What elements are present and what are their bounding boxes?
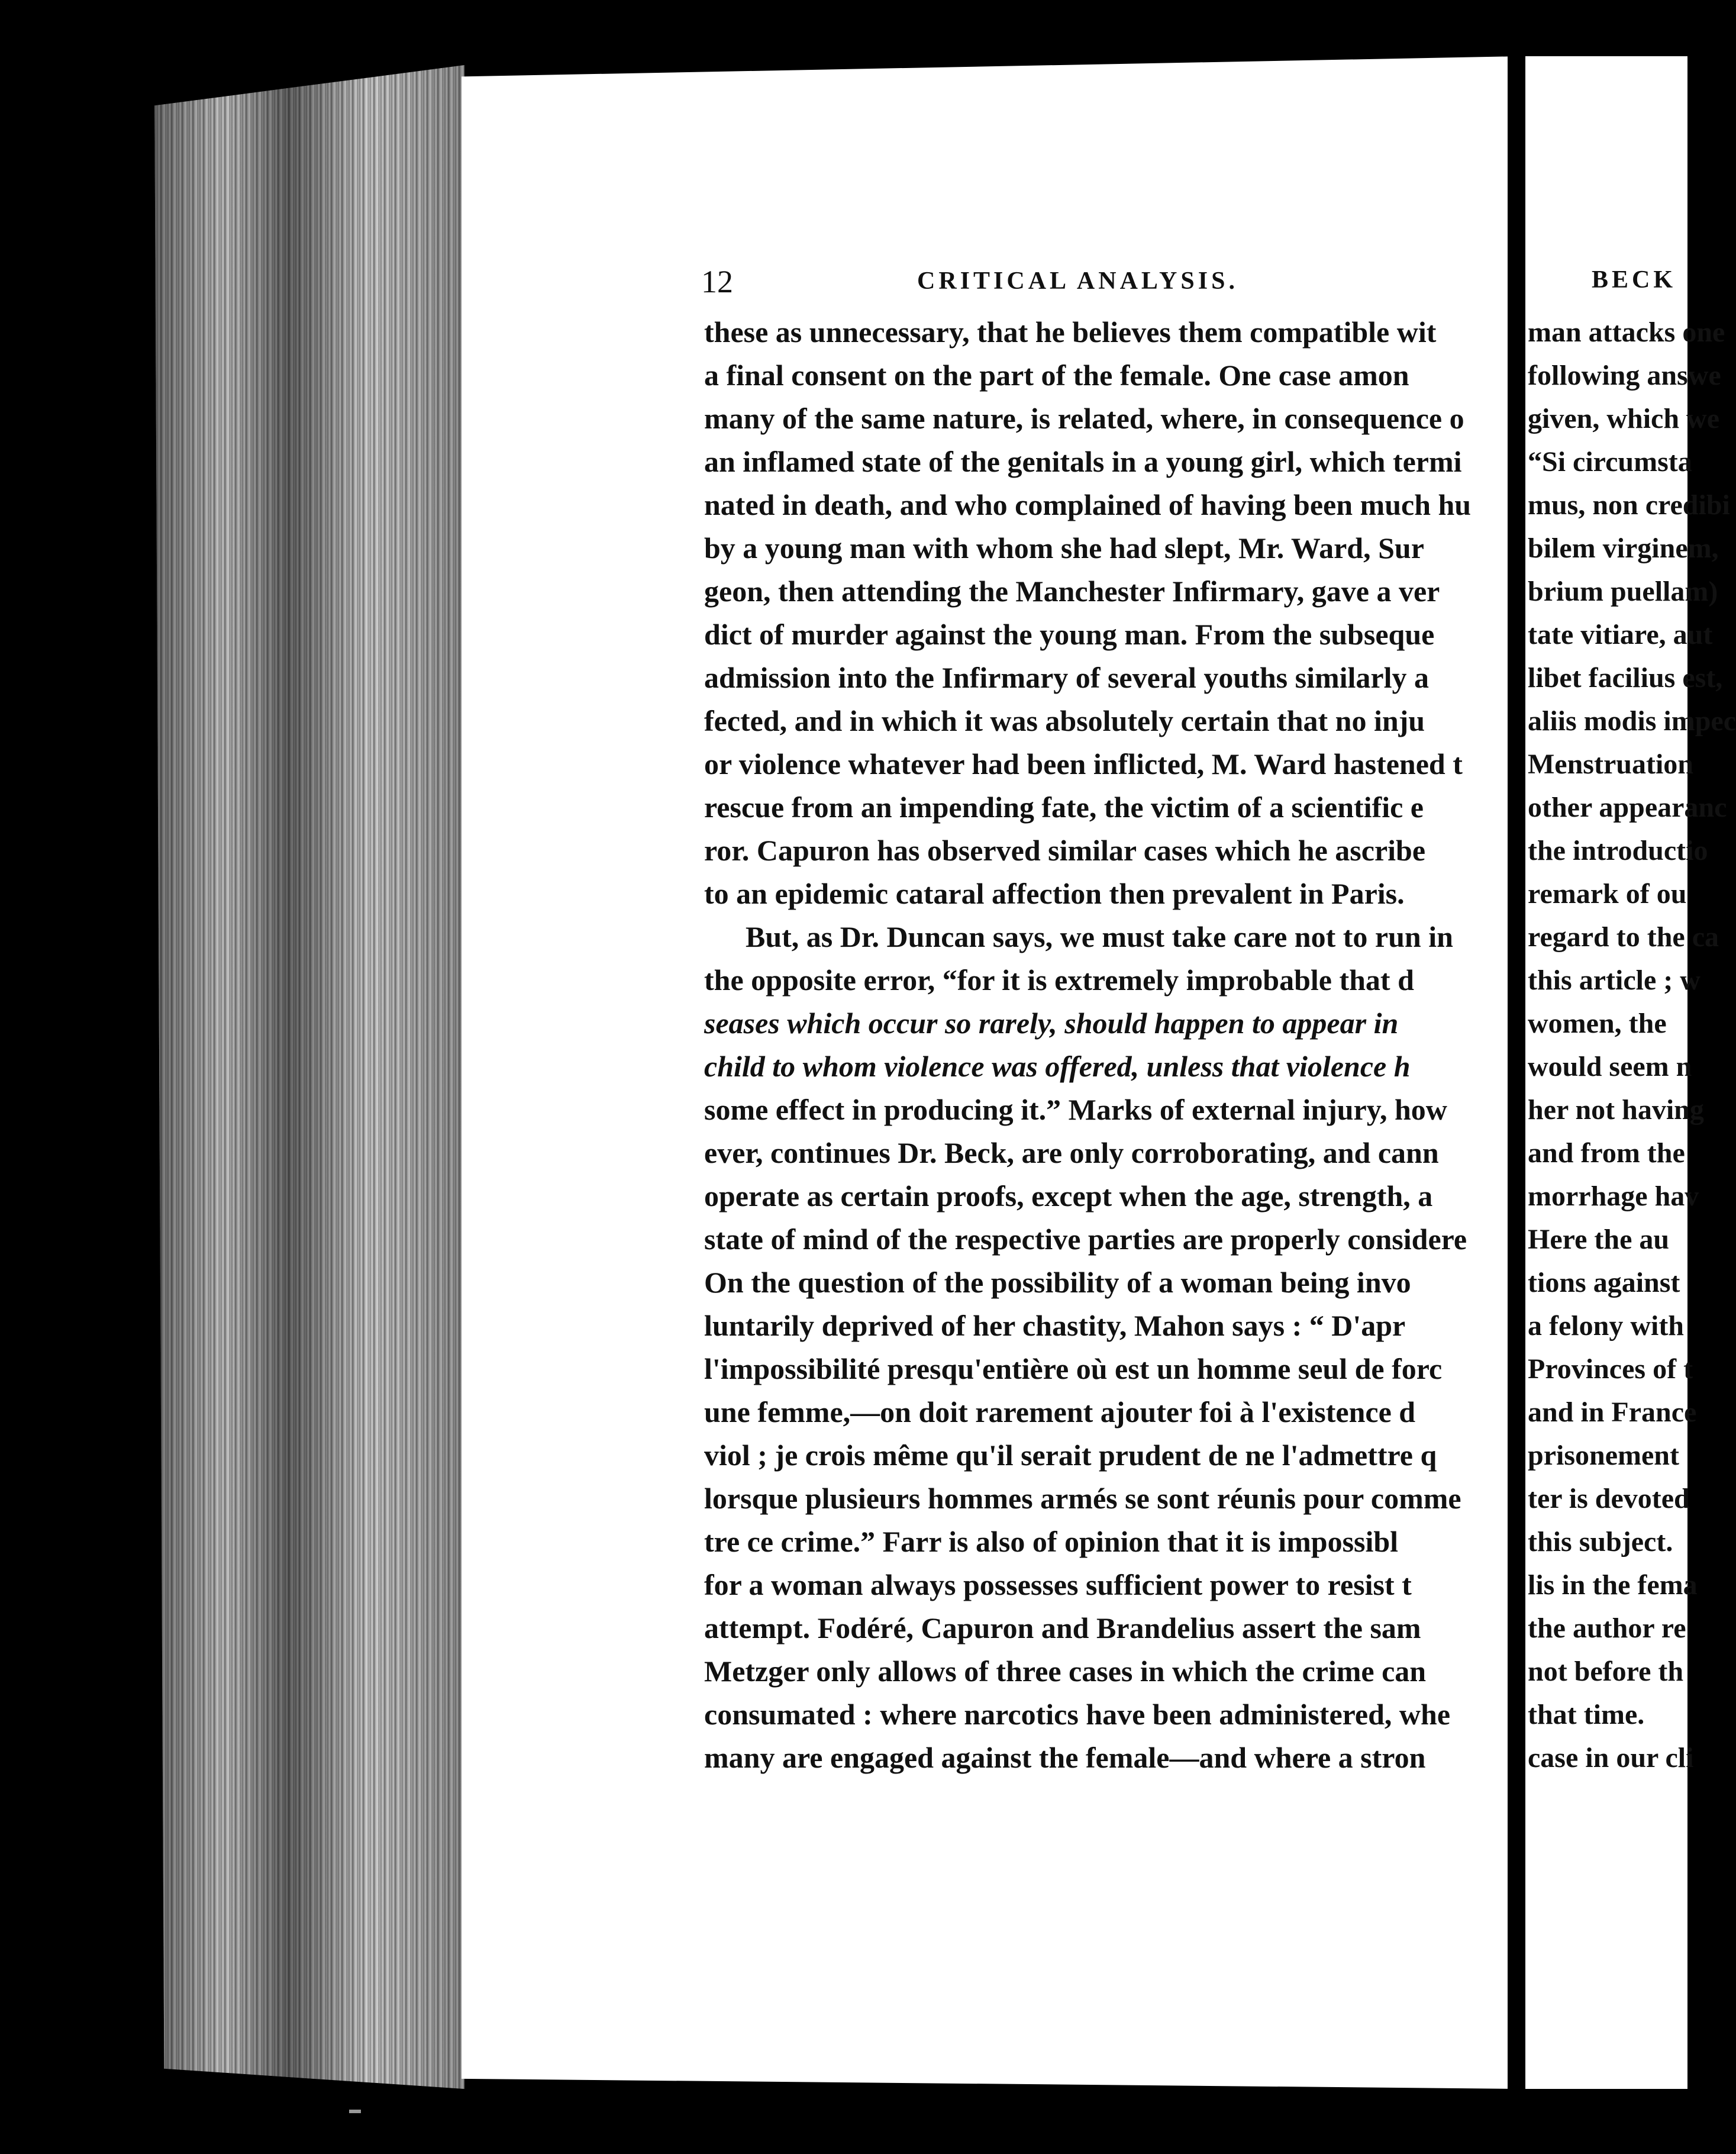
- text-line: prisonement: [1528, 1440, 1679, 1471]
- text-line: On the question of the possibility of a woman being invo: [704, 1266, 1411, 1299]
- text-line: “Si circumsta: [1528, 446, 1692, 478]
- right-running-head: BECK: [1592, 266, 1677, 294]
- text-line: Metzger only allows of three cases in which the crime can: [704, 1655, 1427, 1688]
- text-line: this article ; w: [1528, 965, 1700, 996]
- text-line: mus, non credibi: [1528, 489, 1730, 521]
- text-line: this subject.: [1528, 1526, 1673, 1558]
- text-line: many are engaged against the female—and where a stron: [704, 1741, 1426, 1774]
- text-line: a felony with: [1528, 1310, 1684, 1342]
- text-line: regard to the ca: [1528, 921, 1719, 953]
- text-line: nated in death, and who complained of having been much hu: [704, 488, 1472, 521]
- text-line: admission into the Infirmary of several youths similarly a: [704, 661, 1429, 694]
- text-line: or violence whatever had been inflicted, M. Ward hastened t: [704, 747, 1463, 781]
- text-line: and from the: [1528, 1137, 1685, 1169]
- text-line: man attacks one: [1528, 317, 1725, 348]
- text-line: luntarily deprived of her chastity, Mahon says : “ D'apr: [704, 1309, 1406, 1342]
- text-line: a final consent on the part of the female. One case amon: [704, 359, 1409, 392]
- text-line: state of mind of the respective parties are properly considere: [704, 1223, 1467, 1256]
- text-line: remark of ou: [1528, 878, 1687, 910]
- text-line: libet facilius est,: [1528, 662, 1723, 694]
- text-line: case in our cli: [1528, 1742, 1694, 1773]
- text-line: Here the au: [1528, 1224, 1670, 1255]
- text-line: tre ce crime.” Farr is also of opinion that it is impossibl: [704, 1525, 1399, 1558]
- text-line: that time.: [1528, 1699, 1645, 1730]
- text-line: attempt. Fodéré, Capuron and Brandelius assert the sam: [704, 1611, 1421, 1644]
- text-line: these as unnecessary, that he believes them compatible wit: [704, 315, 1437, 349]
- text-line: l'impossibilité presqu'entière où est un homme seul de forc: [704, 1352, 1443, 1385]
- text-line: the opposite error, “for it is extremely improbable that d: [704, 963, 1414, 997]
- scan-speck: [349, 2110, 361, 2113]
- text-line: fected, and in which it was absolutely certain that no inju: [704, 704, 1425, 737]
- text-line: by a young man with whom she had slept, Mr. Ward, Sur: [704, 531, 1424, 565]
- text-line: lorsque plusieurs hommes armés se sont réunis pour comme: [704, 1482, 1461, 1515]
- text-line: an inflamed state of the genitals in a young girl, which termi: [704, 445, 1462, 478]
- text-line: dict of murder against the young man. From the subseque: [704, 618, 1435, 651]
- text-line: bilem virginem,: [1528, 533, 1719, 564]
- text-line: operate as certain proofs, except when the age, strength, a: [704, 1179, 1433, 1213]
- text-line: some effect in producing it.” Marks of external injury, how: [704, 1093, 1447, 1126]
- text-line: consumated : where narcotics have been administered, whe: [704, 1698, 1451, 1731]
- text-line: would seem n: [1528, 1051, 1692, 1082]
- text-line: other appearanc: [1528, 792, 1727, 823]
- text-line: ror. Capuron has observed similar cases which he ascribe: [704, 834, 1426, 867]
- book-page-edges: [145, 65, 464, 2089]
- text-line: ever, continues Dr. Beck, are only corroborating, and cann: [704, 1136, 1439, 1169]
- text-line: women, the: [1528, 1008, 1667, 1039]
- text-line: given, which we: [1528, 403, 1719, 434]
- text-line: Menstruation: [1528, 749, 1693, 780]
- left-page-body: [704, 311, 1508, 1826]
- text-line: rescue from an impending fate, the victim of a scientific e: [704, 791, 1424, 824]
- text-line: seases which occur so rarely, should happen to appear in: [704, 1007, 1399, 1040]
- text-line: morrhage hav: [1528, 1181, 1699, 1212]
- text-line: for a woman always possesses sufficient power to resist t: [704, 1568, 1412, 1601]
- text-line: lis in the fema: [1528, 1569, 1698, 1601]
- text-line: many of the same nature, is related, where, in consequence o: [704, 402, 1464, 435]
- text-line: not before th: [1528, 1656, 1684, 1687]
- text-line: aliis modis impec: [1528, 705, 1736, 737]
- text-line: une femme,—on doit rarement ajouter foi à l'existence d: [704, 1395, 1416, 1429]
- text-line: Provinces of t: [1528, 1353, 1693, 1385]
- text-line: child to whom violence was offered, unless that violence h: [704, 1050, 1411, 1083]
- page-number: 12: [701, 264, 733, 299]
- text-line: to an epidemic cataral affection then prevalent in Paris.: [704, 877, 1405, 910]
- text-line: viol ; je crois même qu'il serait prudent de ne l'admettre q: [704, 1439, 1437, 1472]
- book-gutter: [1508, 56, 1525, 2089]
- page-edges-shading: [145, 65, 464, 2089]
- text-line: ter is devoted: [1528, 1483, 1690, 1514]
- text-line: brium puellam): [1528, 576, 1718, 607]
- text-line: following answe: [1528, 360, 1721, 391]
- running-head-title: CRITICAL ANALYSIS.: [917, 267, 1238, 295]
- text-line: tions against: [1528, 1267, 1680, 1298]
- right-page-body: [1528, 311, 1736, 1826]
- text-line: geon, then attending the Manchester Infirmary, gave a ver: [704, 575, 1440, 608]
- text-line: But, as Dr. Duncan says, we must take care not to run in: [746, 920, 1453, 953]
- text-line: tate vitiare, aut: [1528, 619, 1713, 650]
- text-line: the author re: [1528, 1613, 1686, 1644]
- text-line: and in France: [1528, 1397, 1697, 1428]
- text-line: the introductio: [1528, 835, 1708, 866]
- text-line: her not having: [1528, 1094, 1704, 1126]
